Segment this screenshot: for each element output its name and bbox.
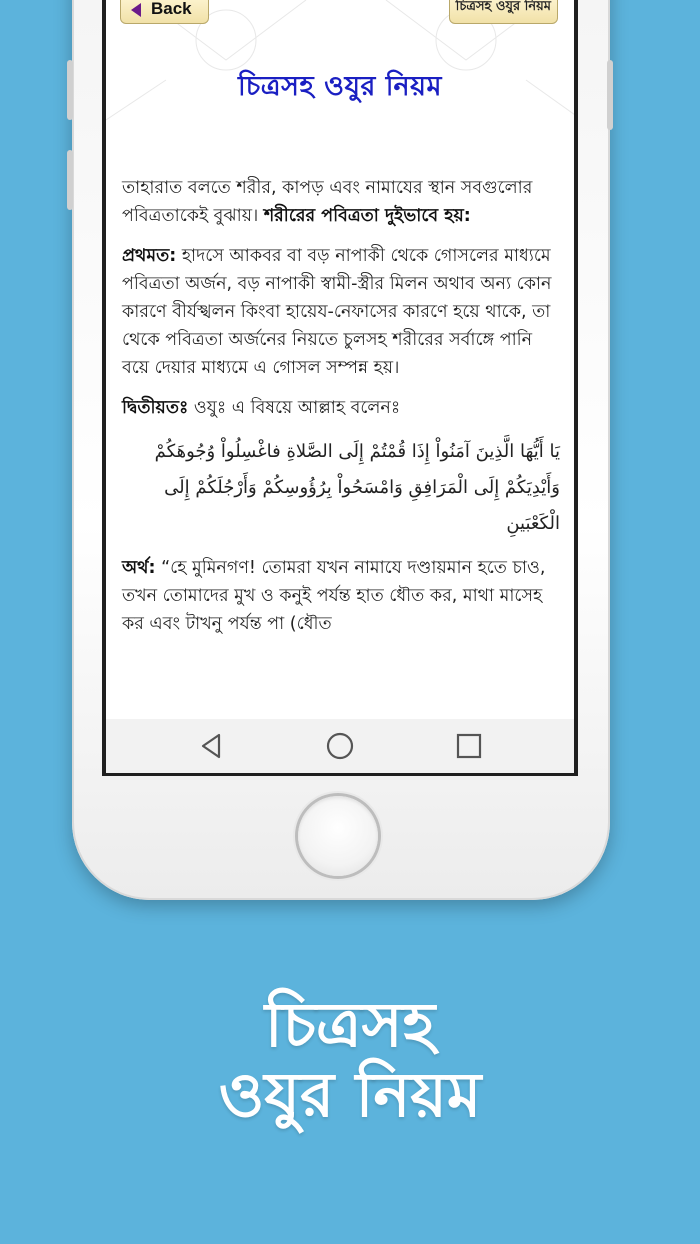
back-button[interactable]: [120, 0, 209, 24]
phone-side-button: [67, 150, 73, 210]
paragraph: [122, 394, 560, 422]
paragraph-text: হাদসে আকবর বা বড় নাপাকী থেকে গোসলের মাধ্যমে পবিত্রতা অর্জন, বড় নাপাকী স্বামী-স্ত্রীর মিলন অথাব অন্য কোন কারণে বীর্যস্খলন কিংবা হায়েয-নেফাসের কারণে হয়ে থাকে, তা থেকে পবিত্রতা অর্জনের নিয়তে চুলসহ শরীরের সর্বাঙ্গে পানি বয়ে দেয়ার মাধ্যমে এ গোসল সম্পন্ন হয়।: [122, 246, 552, 378]
nav-recents-icon[interactable]: [449, 726, 489, 766]
page-title: চিত্রসহ ওযুর নিয়ম: [238, 71, 442, 102]
promo-line-2: ওযুর নিয়ম: [218, 1058, 482, 1131]
phone-side-button: [67, 60, 73, 120]
back-arrow-icon: [131, 3, 141, 17]
app-screen: [102, 0, 578, 776]
phone-side-button: [607, 60, 613, 130]
paragraph: [122, 554, 560, 638]
android-nav-bar: [106, 719, 574, 773]
paragraph: [122, 174, 560, 230]
paragraph-text: তাহারাত বলতে শরীর, কাপড় এবং নামাযের স্থান সবগুলোর পবিত্রতাকেই বুঝায়।: [122, 178, 533, 226]
phone-home-button[interactable]: [298, 796, 378, 876]
nav-back-icon[interactable]: [191, 726, 231, 766]
promo-line-1: চিত্রসহ: [264, 988, 436, 1061]
paragraph-bold: অর্থ:: [122, 558, 156, 578]
article-content: [122, 174, 560, 650]
paragraph-bold: শরীরের পবিত্রতা দুইভাবে হয়:: [263, 206, 471, 226]
paragraph-text: ওযুঃ এ বিষয়ে আল্লাহ বলেনঃ: [188, 398, 401, 418]
paragraph-bold: দ্বিতীয়তঃ: [122, 398, 189, 418]
paragraph-text: “হে মুমিনগণ! তোমরা যখন নামাযে দণ্ডায়মান হতে চাও, তখন তোমাদের মুখ ও কনুই পর্যন্ত হাত ধৌত কর, মাথা মাসেহ কর এবং টাখনু পর্যন্ত পা (ধৌত: [122, 558, 546, 634]
title-tab: চিত্রসহ ওযুর নিয়ম: [449, 0, 558, 24]
back-label: Back: [151, 0, 192, 18]
paragraph-bold: প্রথমত:: [122, 246, 177, 266]
paragraph: [122, 242, 560, 382]
promo-caption: [0, 990, 700, 1130]
arabic-verse: يَا أَيُّهَا الَّذِينَ آمَنُواْ إِذَا قُمْتُمْ إِلَى الصَّلاةِ فاغْسِلُواْ وُجُوهَكُمْ وَأَيْدِيَكُمْ إِلَى الْمَرَافِقِ وَامْسَحُواْ بِرُؤُوسِكُمْ وَأَرْجُلَكُمْ إِلَى الْكَعْبَينِ: [154, 441, 560, 534]
top-bar: [106, 0, 574, 30]
nav-home-icon[interactable]: [320, 726, 360, 766]
